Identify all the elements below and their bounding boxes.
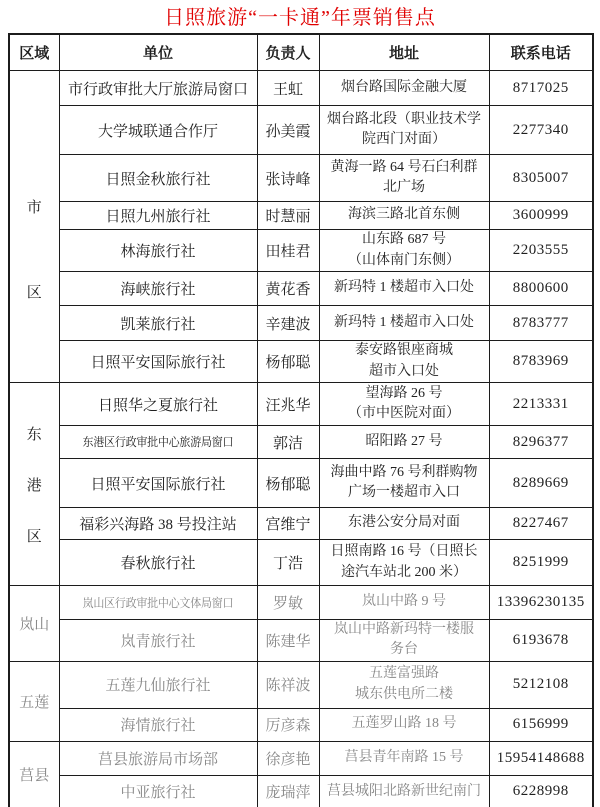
cell-person: 厉彦森 bbox=[257, 708, 319, 741]
table-row bbox=[9, 620, 593, 662]
cell-person: 杨郁聪 bbox=[257, 459, 319, 508]
cell-unit bbox=[59, 661, 257, 708]
cell-person: 孙美霞 bbox=[257, 106, 319, 155]
page-title: 日照旅游“一卡通”年票销售点 bbox=[164, 7, 436, 29]
cell-unit bbox=[59, 306, 257, 341]
cell-phone: 6193678 bbox=[489, 620, 593, 662]
cell-phone: 8227467 bbox=[489, 508, 593, 540]
address-line: 北广场 bbox=[383, 180, 425, 195]
table-row bbox=[9, 202, 593, 230]
address-line: 院西门对面） bbox=[362, 132, 446, 147]
cell-phone: 6228998 bbox=[489, 775, 593, 807]
cell-address bbox=[319, 775, 489, 807]
cell-person: 庞瑞萍 bbox=[257, 775, 319, 807]
cell-unit bbox=[59, 202, 257, 230]
address-line: 新玛特 1 楼超市入口处 bbox=[334, 314, 474, 330]
region-label: 莒县 bbox=[9, 741, 59, 807]
region-label-vertical-text: 市 区 bbox=[26, 200, 42, 301]
cell-address bbox=[319, 540, 489, 586]
cell-unit bbox=[59, 741, 257, 775]
cell-unit bbox=[59, 459, 257, 508]
address-line: 烟台路国际金融大厦 bbox=[341, 79, 467, 95]
address-line: 岚山中路 9 号 bbox=[362, 594, 446, 610]
cell-person: 黄花香 bbox=[257, 272, 319, 306]
unit-name: 市行政审批大厅旅游局窗口 bbox=[67, 81, 248, 98]
cell-person: 杨郁聪 bbox=[257, 341, 319, 383]
region-label bbox=[9, 383, 59, 586]
unit-name: 大学城联通合作厅 bbox=[97, 123, 218, 140]
table-row bbox=[9, 661, 593, 708]
cell-phone: 8251999 bbox=[489, 540, 593, 586]
address-line: 山东路 687 号 bbox=[362, 232, 446, 248]
unit-name: 五莲九仙旅行社 bbox=[105, 678, 211, 695]
cell-address bbox=[319, 741, 489, 775]
address-line: 五莲富强路 bbox=[369, 666, 439, 682]
address-line: 莒县城阳北路新世纪南门 bbox=[327, 783, 481, 799]
address-line: 五莲罗山路 18 号 bbox=[351, 716, 457, 732]
cell-address bbox=[319, 230, 489, 272]
address-line: 海滨三路北首东侧 bbox=[348, 207, 460, 223]
cell-address bbox=[319, 272, 489, 306]
cell-address bbox=[319, 508, 489, 540]
table-row bbox=[9, 106, 593, 155]
table-row bbox=[9, 708, 593, 741]
cell-phone: 8783969 bbox=[489, 341, 593, 383]
cell-person: 丁浩 bbox=[257, 540, 319, 586]
cell-address bbox=[319, 586, 489, 620]
address-line: 超市入口处 bbox=[369, 363, 439, 379]
cell-phone: 2213331 bbox=[489, 383, 593, 426]
address-line: 务台 bbox=[390, 642, 418, 658]
column-header-region: 区域 bbox=[9, 34, 59, 71]
cell-phone: 3600999 bbox=[489, 202, 593, 230]
unit-name: 中亚旅行社 bbox=[120, 785, 196, 802]
address-line: 昭阳路 27 号 bbox=[365, 433, 443, 449]
table-row bbox=[9, 741, 593, 775]
cell-address bbox=[319, 426, 489, 459]
cell-person: 郭洁 bbox=[257, 426, 319, 459]
unit-name: 海峡旅行社 bbox=[120, 282, 196, 298]
sales-points-table bbox=[8, 33, 594, 807]
address-line: 岚山中路新玛特一楼服 bbox=[334, 622, 474, 637]
cell-unit bbox=[59, 540, 257, 586]
table-row bbox=[9, 426, 593, 459]
cell-phone: 2203555 bbox=[489, 230, 593, 272]
table-row bbox=[9, 459, 593, 508]
cell-phone: 15954148688 bbox=[489, 741, 593, 775]
cell-person: 徐彦艳 bbox=[257, 741, 319, 775]
cell-unit bbox=[59, 155, 257, 202]
cell-unit bbox=[59, 586, 257, 620]
cell-unit bbox=[59, 426, 257, 459]
cell-phone: 8783777 bbox=[489, 306, 593, 341]
unit-name: 春秋旅行社 bbox=[120, 556, 196, 572]
unit-name: 莒县旅游局市场部 bbox=[97, 751, 218, 768]
cell-phone: 8289669 bbox=[489, 459, 593, 508]
cell-unit bbox=[59, 272, 257, 306]
table-row bbox=[9, 508, 593, 540]
unit-name: 日照华之夏旅行社 bbox=[97, 397, 218, 414]
header-row bbox=[9, 34, 593, 71]
unit-name: 岚山区行政审批中心文体局窗口 bbox=[82, 595, 234, 610]
unit-name: 岚青旅行社 bbox=[120, 633, 196, 650]
cell-person: 陈建华 bbox=[257, 620, 319, 662]
cell-phone: 6156999 bbox=[489, 708, 593, 741]
address-line: 途汽车站北 200 米） bbox=[341, 564, 467, 580]
cell-unit bbox=[59, 620, 257, 662]
cell-person: 汪兆华 bbox=[257, 383, 319, 426]
cell-person: 陈祥波 bbox=[257, 661, 319, 708]
cell-person: 宫维宁 bbox=[257, 508, 319, 540]
cell-address bbox=[319, 708, 489, 741]
table-row bbox=[9, 775, 593, 807]
cell-address bbox=[319, 155, 489, 202]
cell-phone: 8296377 bbox=[489, 426, 593, 459]
unit-name: 海情旅行社 bbox=[120, 718, 196, 735]
cell-address bbox=[319, 341, 489, 383]
cell-unit bbox=[59, 708, 257, 741]
table-row bbox=[9, 306, 593, 341]
address-line: 广场一楼超市入口 bbox=[348, 485, 460, 500]
cell-person: 罗敏 bbox=[257, 586, 319, 620]
cell-person: 时慧丽 bbox=[257, 202, 319, 230]
table-row bbox=[9, 586, 593, 620]
cell-unit bbox=[59, 106, 257, 155]
address-line: 日照南路 16 号（日照长 bbox=[330, 544, 478, 560]
column-header-unit: 单位 bbox=[59, 34, 257, 71]
unit-name: 林海旅行社 bbox=[120, 244, 196, 260]
region-label: 岚山 bbox=[9, 586, 59, 662]
unit-name: 日照平安国际旅行社 bbox=[90, 355, 226, 371]
cell-phone: 2277340 bbox=[489, 106, 593, 155]
unit-name: 日照九州旅行社 bbox=[105, 209, 211, 225]
cell-phone: 13396230135 bbox=[489, 586, 593, 620]
table-row bbox=[9, 540, 593, 586]
table-row bbox=[9, 71, 593, 106]
unit-name: 日照平安国际旅行社 bbox=[90, 476, 226, 493]
unit-name: 东港区行政审批中心旅游局窗口 bbox=[82, 435, 234, 449]
cell-person: 王虹 bbox=[257, 71, 319, 106]
column-header-phone: 联系电话 bbox=[489, 34, 593, 71]
address-line: 城东供电所二楼 bbox=[355, 686, 453, 702]
cell-address bbox=[319, 71, 489, 106]
table-row bbox=[9, 341, 593, 383]
cell-person: 田桂君 bbox=[257, 230, 319, 272]
unit-name: 凯莱旅行社 bbox=[120, 316, 196, 333]
cell-unit bbox=[59, 383, 257, 426]
cell-unit bbox=[59, 71, 257, 106]
address-line: 东港公安分局对面 bbox=[348, 515, 460, 531]
cell-address bbox=[319, 202, 489, 230]
cell-unit bbox=[59, 508, 257, 540]
column-header-person: 负责人 bbox=[257, 34, 319, 71]
unit-name: 福彩兴海路 38 号投注站 bbox=[79, 517, 237, 533]
cell-address bbox=[319, 106, 489, 155]
table-row bbox=[9, 383, 593, 426]
cell-person: 辛建波 bbox=[257, 306, 319, 341]
cell-unit bbox=[59, 341, 257, 383]
region-label-vertical-text: 东 港 区 bbox=[26, 426, 42, 545]
unit-name: 日照金秋旅行社 bbox=[105, 171, 211, 188]
address-line: 海曲中路 76 号利群购物 bbox=[330, 464, 478, 480]
address-line: 泰安路银座商城 bbox=[355, 343, 453, 359]
column-header-address: 地址 bbox=[319, 34, 489, 71]
address-line: （山体南门东侧） bbox=[348, 252, 460, 268]
address-line: 新玛特 1 楼超市入口处 bbox=[334, 280, 474, 296]
cell-unit bbox=[59, 230, 257, 272]
cell-phone: 8800600 bbox=[489, 272, 593, 306]
cell-address bbox=[319, 661, 489, 708]
cell-phone: 8717025 bbox=[489, 71, 593, 106]
address-line: 莒县青年南路 15 号 bbox=[344, 749, 464, 765]
address-line: （市中医院对面） bbox=[348, 406, 460, 421]
address-line: 烟台路北段（职业技术学 bbox=[327, 111, 481, 127]
cell-address bbox=[319, 620, 489, 662]
cell-unit bbox=[59, 775, 257, 807]
table-row bbox=[9, 155, 593, 202]
address-line: 黄海一路 64 号石臼利群 bbox=[330, 159, 478, 175]
region-label: 五莲 bbox=[9, 661, 59, 741]
cell-phone: 5212108 bbox=[489, 661, 593, 708]
cell-phone: 8305007 bbox=[489, 155, 593, 202]
region-label bbox=[9, 71, 59, 383]
table-row bbox=[9, 230, 593, 272]
address-line: 望海路 26 号 bbox=[365, 385, 443, 401]
cell-address bbox=[319, 459, 489, 508]
cell-address bbox=[319, 306, 489, 341]
cell-person: 张诗峰 bbox=[257, 155, 319, 202]
cell-address bbox=[319, 383, 489, 426]
table-row bbox=[9, 272, 593, 306]
